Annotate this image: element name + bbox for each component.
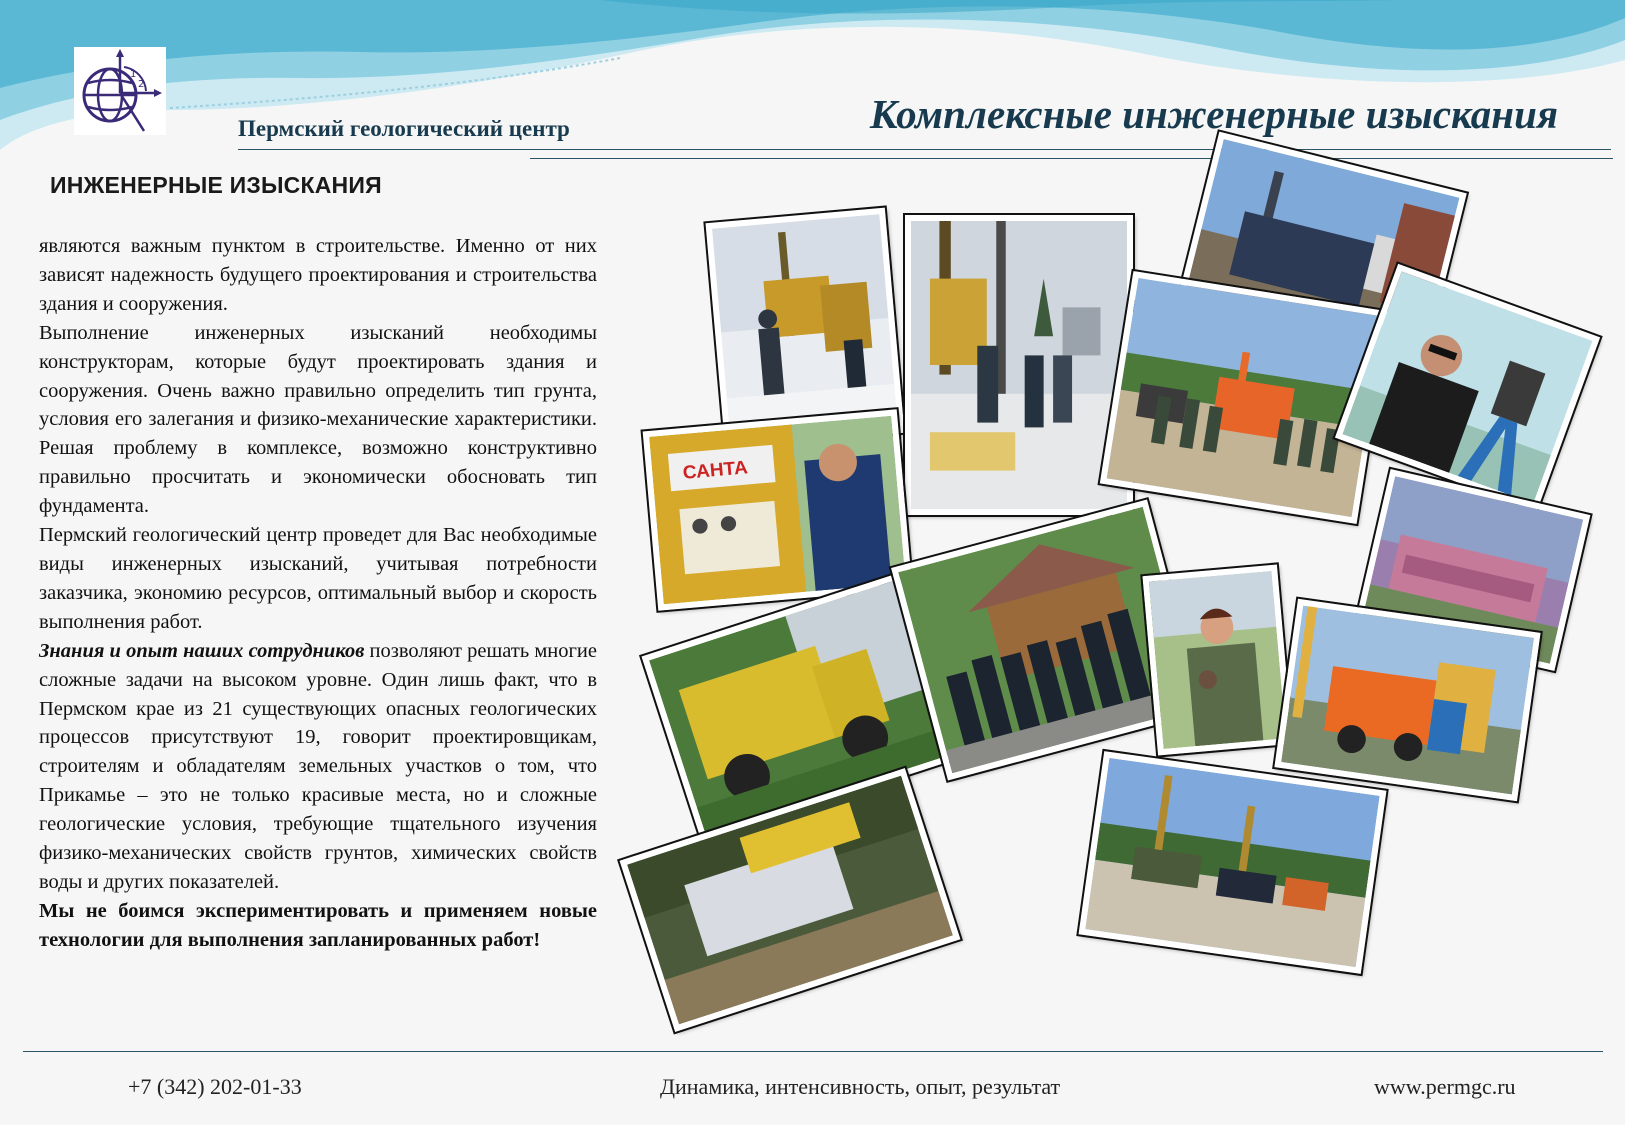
photo-woman-with-soil-sample <box>1142 564 1292 755</box>
closing-statement <box>39 897 597 955</box>
emphasis-text: Знания и опыт наших сотрудников <box>39 639 365 662</box>
photo-drill-trucks-field <box>1079 751 1387 974</box>
photo-orange-kamaz-drill <box>1274 599 1540 801</box>
photo-workers-at-rig <box>905 215 1133 515</box>
footer-divider <box>23 1051 1603 1052</box>
closing-text: Мы не боимся экспериментировать и применяем новые технологии для выполнения запланированных работ! <box>39 899 597 951</box>
paragraph: Выполнение инженерных изысканий необходимы конструкторам, которые будут проектировать здания и сооружения. Очень важно правильно определить тип грунта, условия его залегания и физико-механические характеристики. Решая проблему в комплексе, возможно конструктивно правильно просчитать и экономически обосновать тип фундамента. <box>39 321 597 518</box>
header-divider <box>530 158 1613 159</box>
company-logo <box>74 47 166 135</box>
photo-team-with-kamaz <box>1100 271 1390 524</box>
photo-truck-in-forest <box>620 768 961 1032</box>
header-divider <box>238 149 1611 150</box>
footer-phone: +7 (342) 202-01-33 <box>128 1074 302 1099</box>
organization-name: Пермский геологический центр <box>238 116 570 141</box>
paragraph: являются важным пунктом в строительстве. Именно от них зависят надежность будущего проектирования и строительства здания и сооружения. <box>39 235 597 315</box>
paragraph <box>39 637 597 897</box>
globe-compass-logo-icon <box>74 47 166 135</box>
body-text <box>39 232 597 955</box>
logo-digit: 1 <box>130 69 137 80</box>
logo-digit: 2 <box>138 79 145 90</box>
page-title: Комплексные инженерные изыскания <box>869 91 1558 137</box>
paragraph-text: позволяют решать многие сложные задачи на высоком уровне. Один лишь факт, что в Пермском крае из 21 существующих опасных геологических процессов присутствуют 19, говорит проектировщикам, строителям и обладателям земельных участков о том, что Прикамье – это не только красивые места, но и сложные геологические условия, требующие тщательного изучения физико-механических свойств грунтов, химических свойств воды и других показателей. <box>39 639 597 893</box>
equipment-sign: САНТА <box>681 456 749 483</box>
footer-slogan: Динамика, интенсивность, опыт, результат <box>660 1074 1061 1099</box>
paragraph: Пермский геологический центр проведет для Вас необходимые виды инженерных изысканий, учитывая потребности заказчика, экономию ресурсов, оптимальный выбор и скорость выполнения работ. <box>39 524 597 633</box>
section-heading: ИНЖЕНЕРНЫЕ ИЗЫСКАНИЯ <box>50 172 382 198</box>
footer-website-link[interactable]: www.permgc.ru <box>1374 1074 1516 1099</box>
